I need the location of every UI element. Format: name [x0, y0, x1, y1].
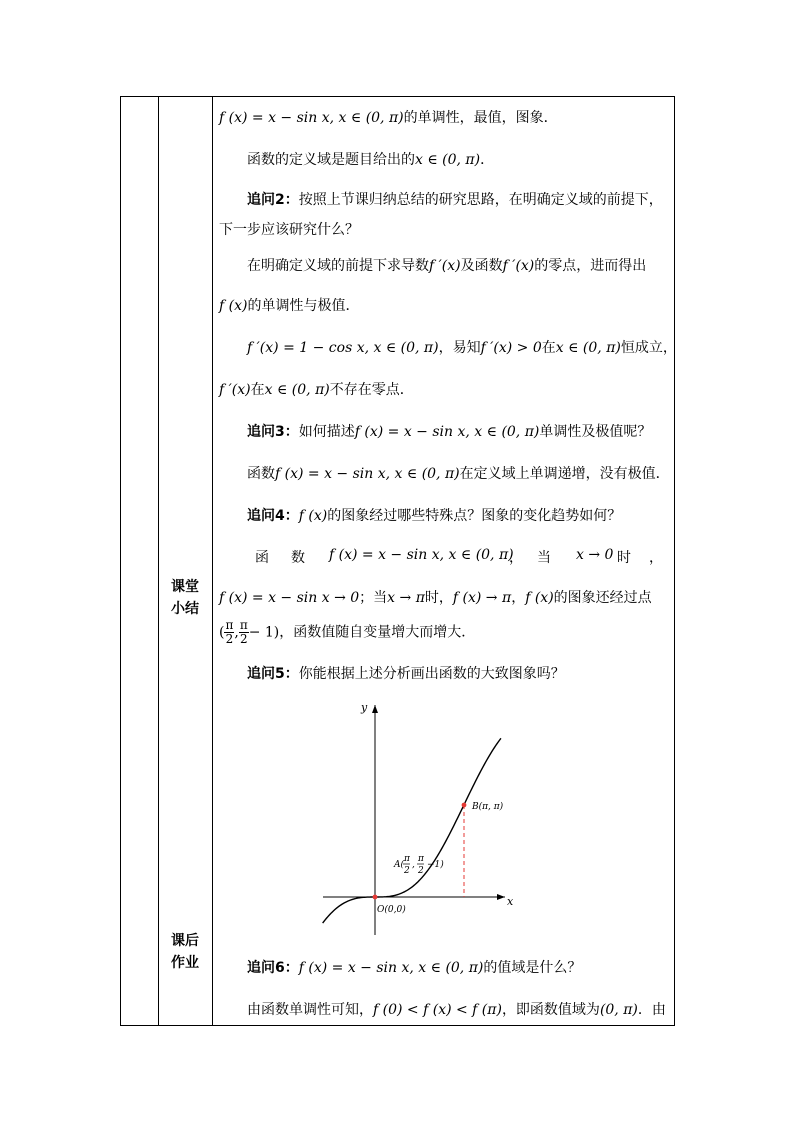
text-span: 的零点，进而得出: [534, 258, 647, 274]
text-span: 下一步应该研究什么？: [219, 222, 359, 238]
text-span: 的单调性与极值．: [247, 298, 360, 314]
y-axis-arrow: [372, 705, 378, 713]
question-label: 追问4：: [247, 508, 299, 524]
math-expr: f (x) = x − sin x, x ∈ (0, π): [275, 466, 460, 482]
summary-label-line2: 小结: [171, 601, 199, 617]
lesson-table: [120, 96, 675, 1026]
fraction-den: 2: [239, 632, 248, 646]
math-expr: f (x) = x − sin x, x ∈ (0, π): [298, 960, 484, 976]
text-span: 的单调性，最值，图象．: [403, 110, 558, 126]
point-origin: [373, 895, 378, 900]
text-span: 单调性及极值呢？: [539, 424, 652, 440]
follow-up-question-2: [219, 189, 672, 209]
math-expr: f (x) = x − sin x, x ∈ (0, π): [219, 110, 404, 126]
label-part: A(: [394, 860, 405, 870]
math-expr: f (x): [219, 298, 248, 314]
math-expr: f (x): [525, 590, 554, 606]
text-span: 你能根据上述分析画出函数的大致图象吗？: [298, 666, 565, 682]
text-span: 时: [617, 550, 631, 566]
text-span: 函数: [247, 466, 275, 482]
math-expr: f (x) = x − sin x → 0: [219, 590, 360, 606]
point-b-label: B(π, π): [472, 802, 504, 812]
text-line: [219, 463, 672, 483]
x-axis-arrow: [497, 894, 505, 900]
text-span: 及函数: [460, 258, 503, 274]
text-span: 在定义域上单调递增，没有极值．: [459, 466, 670, 482]
text-span: ．: [480, 152, 495, 168]
follow-up-question-5: [219, 663, 672, 683]
text-span: 函: [255, 550, 269, 566]
y-axis-label: y: [361, 701, 368, 714]
text-span: 不存在零点．: [329, 382, 414, 398]
text-line: [219, 149, 672, 169]
math-expr: x ∈ (0, π): [555, 340, 621, 356]
label-part: −1): [427, 860, 444, 870]
text-span: ．由: [637, 1002, 666, 1018]
text-span: 数: [291, 550, 305, 566]
text-span: 按照上节课归纳总结的研究思路，在明确定义域的前提下，: [298, 192, 663, 208]
text-span: 的图象还经过点: [553, 590, 652, 606]
math-expr: x ∈ (0, π): [415, 152, 481, 168]
math-expr: f ′(x): [219, 382, 251, 398]
column-divider-2: [212, 97, 213, 1025]
fraction-den: 2: [225, 632, 234, 646]
math-expr: f (x) → π: [452, 590, 512, 606]
text-span: 由函数单调性可知，: [247, 1002, 373, 1018]
label-part: 2: [418, 866, 424, 876]
math-expr: f ′(x) = 1 − cos x, x ∈ (0, π): [247, 340, 439, 356]
question-label: 追问3：: [247, 424, 299, 440]
fraction-num: π: [225, 618, 234, 632]
text-span: ；当: [359, 590, 388, 606]
text-span: 的值域是什么？: [483, 960, 582, 976]
follow-up-question-3: [219, 421, 672, 441]
math-expr: f ′(x) > 0: [480, 340, 542, 356]
fraction: [239, 619, 249, 646]
text-span: 如何描述: [298, 424, 355, 440]
text-span: ，: [509, 550, 523, 566]
text-span: 当: [537, 550, 551, 566]
math-expr: f (x) = x − sin x, x ∈ (0, π): [354, 424, 540, 440]
label-part: π: [418, 854, 424, 864]
text-span: 的图象经过哪些特殊点？图象的变化趋势如何？: [327, 508, 622, 524]
column-divider-1: [158, 97, 159, 1025]
math-expr: x → π: [387, 590, 425, 606]
homework-label-line2: 作业: [171, 955, 199, 971]
math-expr: f (x): [298, 508, 328, 524]
paren: (: [219, 624, 225, 641]
text-line: [219, 255, 672, 275]
text-line: [219, 999, 672, 1019]
question-label: 追问5：: [247, 666, 299, 682]
text-span: 在: [250, 382, 265, 398]
text-span: 函数的定义域是题目给出的: [247, 152, 415, 168]
question-label: 追问6：: [247, 960, 299, 976]
text-span: ，函数值随自变量增大而增大．: [279, 624, 476, 641]
text-span: ，: [649, 550, 663, 566]
question-label: 追问2：: [247, 192, 299, 208]
label-part: 2: [404, 866, 410, 876]
summary-label-line1: 课堂: [171, 579, 199, 595]
section-label-summary: [158, 576, 212, 620]
text-line: [219, 107, 672, 127]
math-expr: x → 0: [576, 547, 614, 563]
math-expr: (0, π): [599, 1002, 638, 1018]
section-label-homework: [158, 930, 212, 974]
math-expr: f (x) = x − sin x, x ∈ (0, π): [329, 547, 514, 563]
origin-label: O(0,0): [377, 905, 406, 915]
svg-text:,: ,: [412, 860, 415, 870]
text-line: [219, 587, 672, 607]
text-span: ，易知: [438, 340, 481, 356]
text-line: [219, 379, 672, 399]
fraction: [224, 619, 234, 646]
text-span: ，即函数值域为: [501, 1002, 600, 1018]
follow-up-question-6: [219, 957, 672, 977]
homework-label-line1: 课后: [171, 933, 199, 949]
text-span: 恒成立，: [620, 340, 677, 356]
label-part: π: [404, 854, 410, 864]
text-span: 在明确定义域的前提下求导数: [247, 258, 429, 274]
x-axis-label: x: [507, 895, 514, 908]
fraction-num: π: [239, 618, 248, 632]
math-expr: f ′(x): [429, 258, 461, 274]
text-line: [219, 219, 672, 239]
text-line: [219, 295, 672, 315]
comma: ,: [234, 624, 239, 641]
follow-up-question-4: [219, 505, 672, 525]
math-expr: f ′(x): [502, 258, 535, 274]
curve-f: [323, 738, 501, 923]
text-span: 在: [541, 340, 556, 356]
text-line: [219, 337, 677, 357]
text-span: 时，: [424, 590, 453, 606]
text-line: [219, 619, 672, 646]
text-span: ，: [511, 590, 526, 606]
math-expr: x ∈ (0, π): [264, 382, 330, 398]
point-b: [462, 803, 467, 808]
function-graph: [317, 699, 517, 939]
paren: − 1): [248, 624, 280, 641]
math-expr: f (0) < f (x) < f (π): [373, 1002, 502, 1018]
